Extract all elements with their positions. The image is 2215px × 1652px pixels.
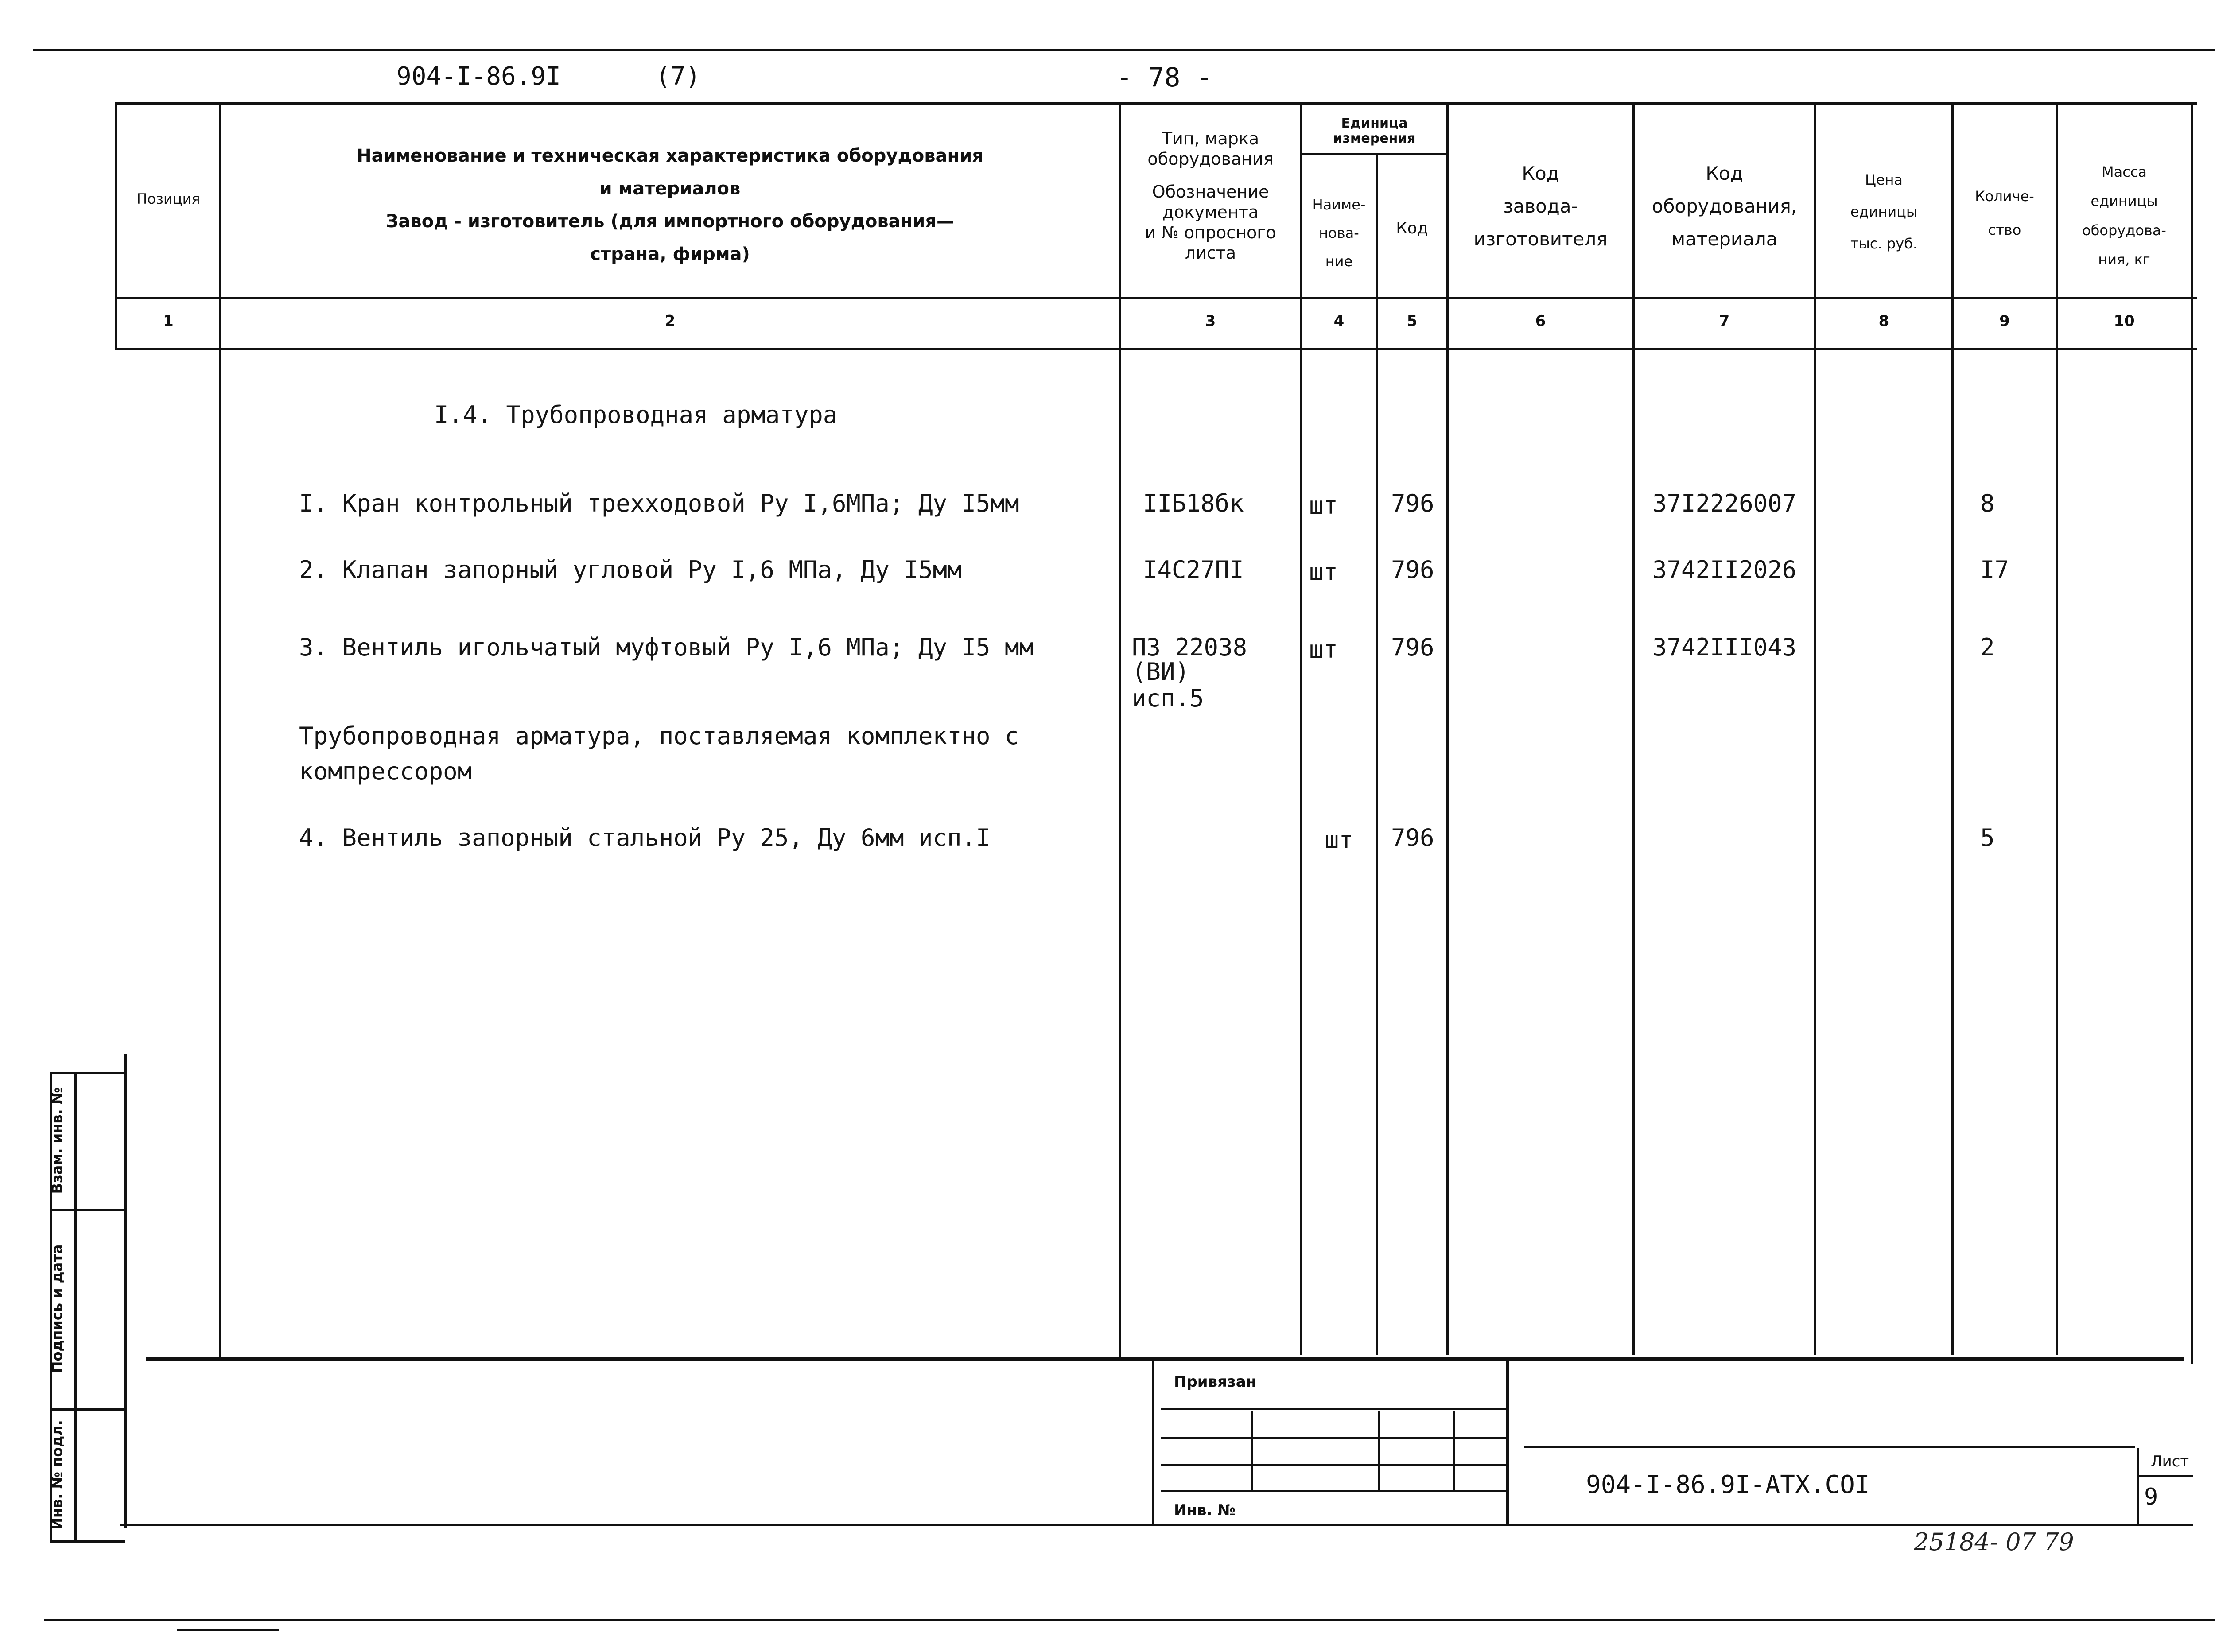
side-podpis-data: Подпись и дата — [49, 1244, 66, 1373]
col-line-7 — [1814, 102, 1816, 1355]
col-line-4 — [1376, 155, 1378, 1355]
stamp-inv-no: Инв. № — [1174, 1501, 1236, 1519]
col-line-9 — [2056, 102, 2058, 1355]
row-3-unit: шт — [1309, 636, 1338, 663]
col-num-10: 10 — [2114, 312, 2135, 330]
header-name-line4: страна, фирма) — [590, 244, 750, 264]
unit-group-divider — [1300, 153, 1446, 155]
row-1-code: 37I2226007 — [1652, 489, 1797, 517]
row-3-name: 3. Вентиль игольчатый муфтовый Ру I,6 МПа; Ду I5 мм — [299, 633, 1034, 661]
col-line-8 — [1951, 102, 1954, 1355]
col-line-10 — [2191, 102, 2193, 1364]
header-material-code — [1635, 157, 1814, 256]
number-row-bottom-border — [115, 348, 2197, 350]
col-num-8: 8 — [1878, 312, 1889, 330]
header-material-line3: материала — [1671, 228, 1778, 250]
top-rule — [33, 49, 2215, 51]
header-unit-name — [1302, 190, 1376, 275]
stamp-privyazan: Привязан — [1174, 1373, 1257, 1391]
col-line-3 — [1300, 102, 1302, 1355]
header-unit-line1: Единица — [1341, 116, 1408, 131]
side-vzam-inv: Взам. инв. № — [49, 1087, 66, 1194]
row-1-qty: 8 — [1980, 489, 1995, 517]
header-type-line2: оборудования — [1147, 149, 1274, 169]
header-price — [1816, 164, 1951, 260]
col-line-5 — [1446, 102, 1449, 1355]
header-name-line3: Завод - изготовитель (для импортного оборудования— — [385, 211, 955, 232]
col-line-6 — [1632, 102, 1635, 1355]
header-quantity-line1: Количе- — [1975, 188, 2034, 205]
row-3-type-line3: исп.5 — [1132, 684, 1204, 712]
header-type-line4: документа — [1162, 202, 1259, 222]
header-mass-line4: ния, кг — [2098, 251, 2150, 268]
col-num-7: 7 — [1719, 312, 1730, 330]
bottom-page-rule — [44, 1619, 2215, 1621]
col-num-1: 1 — [163, 312, 174, 330]
table-top-border — [115, 102, 2197, 105]
row-2-unit-code: 796 — [1391, 556, 1434, 584]
header-material-line1: Код — [1706, 163, 1743, 184]
side-inv-podl: Инв. № подл. — [49, 1420, 66, 1530]
header-price-line3: тыс. руб. — [1850, 235, 1917, 252]
header-name-line1: Наименование и техническая характеристика оборудования — [357, 146, 983, 166]
header-mass-line3: оборудова- — [2082, 222, 2166, 239]
header-mass — [2058, 157, 2191, 274]
row-2-code: 3742II2026 — [1652, 556, 1797, 584]
row-1-unit: шт — [1309, 492, 1338, 520]
header-factory-line2: завода- — [1503, 195, 1578, 217]
handwritten-number: 25184- 07 79 — [1914, 1528, 2074, 1556]
header-quantity — [1954, 179, 2056, 247]
stamp-doc-code: 904-I-86.9I-АТХ.COI — [1586, 1470, 1870, 1499]
stamp-divider-left — [1152, 1357, 1154, 1526]
header-mass-line1: Масса — [2101, 163, 2147, 180]
header-mass-line2: единицы — [2091, 193, 2158, 209]
row-2-type: I4С27ПI — [1143, 556, 1244, 584]
stamp-grid-v1 — [1251, 1411, 1253, 1490]
row-2-qty: I7 — [1980, 556, 2009, 584]
stamp-grid-line1 — [1161, 1408, 1506, 1410]
row-3-code: 3742III043 — [1652, 633, 1797, 661]
header-factory-line1: Код — [1522, 163, 1559, 184]
stamp-divider-right — [1506, 1357, 1509, 1526]
header-unit-name-line1: Наиме- — [1312, 196, 1366, 213]
subsection-line2: компрессором — [299, 757, 472, 785]
stamp-grid-line4 — [1161, 1490, 1506, 1492]
sheet-box-left — [2137, 1448, 2139, 1524]
col-num-6: 6 — [1535, 312, 1546, 330]
row-4-qty: 5 — [1980, 824, 1995, 852]
header-unit-name-line2: нова- — [1319, 225, 1359, 241]
header-unit-line2: измерения — [1333, 131, 1416, 146]
header-bottom-border — [115, 297, 2197, 299]
side-stamp-right — [124, 1054, 127, 1528]
header-name-line2: и материалов — [599, 178, 741, 199]
row-4-unit-code: 796 — [1391, 824, 1434, 852]
row-3-type-line2: (ВИ) — [1132, 658, 1190, 686]
header-price-line1: Цена — [1865, 171, 1903, 188]
bottom-rule-fragment — [177, 1629, 279, 1631]
row-3-qty: 2 — [1980, 633, 1995, 661]
header-factory-line3: изготовителя — [1473, 228, 1608, 250]
stamp-bottom-border — [120, 1524, 2193, 1526]
header-position: Позиция — [136, 190, 200, 207]
row-3-type-line1: ПЗ 22038 — [1132, 633, 1247, 661]
sheet-number: 9 — [2144, 1484, 2158, 1510]
header-material-line2: оборудования, — [1652, 195, 1797, 217]
row-1-name: I. Кран контрольный трехходовой Ру I,6МПа; Ду I5мм — [299, 489, 1019, 517]
row-1-type: IIБ18бк — [1143, 489, 1244, 517]
col-num-3: 3 — [1205, 312, 1216, 330]
subsection-line1: Трубопроводная арматура, поставляемая комплектно с — [299, 722, 1019, 750]
doc-sub-top: (7) — [656, 62, 701, 91]
stamp-grid-v3 — [1453, 1411, 1455, 1490]
sheet-box-mid — [2137, 1475, 2193, 1477]
col-line-1 — [219, 102, 222, 1360]
col-num-4: 4 — [1333, 312, 1345, 330]
header-name — [222, 140, 1119, 271]
section-title: I.4. Трубопроводная арматура — [434, 401, 838, 429]
header-factory-code — [1449, 157, 1632, 256]
row-2-name: 2. Клапан запорный угловой Ру I,6 МПа, Ду I5мм — [299, 556, 962, 584]
header-unit-code: Код — [1396, 219, 1428, 237]
row-2-unit: шт — [1309, 558, 1338, 586]
side-stamp-mid — [74, 1072, 77, 1541]
row-4-unit: шт — [1325, 826, 1354, 854]
stamp-top-border — [146, 1357, 2184, 1361]
header-type-line6: листа — [1185, 243, 1236, 263]
doc-code-top: 904-I-86.9I — [396, 62, 561, 91]
col-num-5: 5 — [1407, 312, 1418, 330]
col-num-9: 9 — [1999, 312, 2010, 330]
row-1-unit-code: 796 — [1391, 489, 1434, 517]
col-line-2 — [1119, 102, 1121, 1360]
header-type-line3: Обозначение — [1152, 182, 1269, 202]
col-num-2: 2 — [664, 312, 676, 330]
side-stamp-div1 — [50, 1209, 125, 1211]
row-4-name: 4. Вентиль запорный стальной Ру 25, Ду 6мм исп.I — [299, 824, 991, 852]
header-type-line1: Тип, марка — [1162, 129, 1259, 148]
row-3-unit-code: 796 — [1391, 633, 1434, 661]
stamp-code-line — [1524, 1446, 2135, 1448]
header-unit-name-line3: ние — [1325, 253, 1353, 270]
header-type — [1121, 128, 1300, 263]
header-quantity-line2: ство — [1988, 221, 2021, 238]
stamp-grid-v2 — [1378, 1411, 1380, 1490]
col-line-0 — [115, 102, 117, 348]
header-unit-group — [1302, 116, 1446, 146]
sheet-label: Лист — [2151, 1453, 2189, 1470]
header-type-line5: и № опросного — [1145, 223, 1276, 242]
header-price-line2: единицы — [1850, 203, 1918, 220]
page-number: - 78 - — [1116, 62, 1212, 93]
